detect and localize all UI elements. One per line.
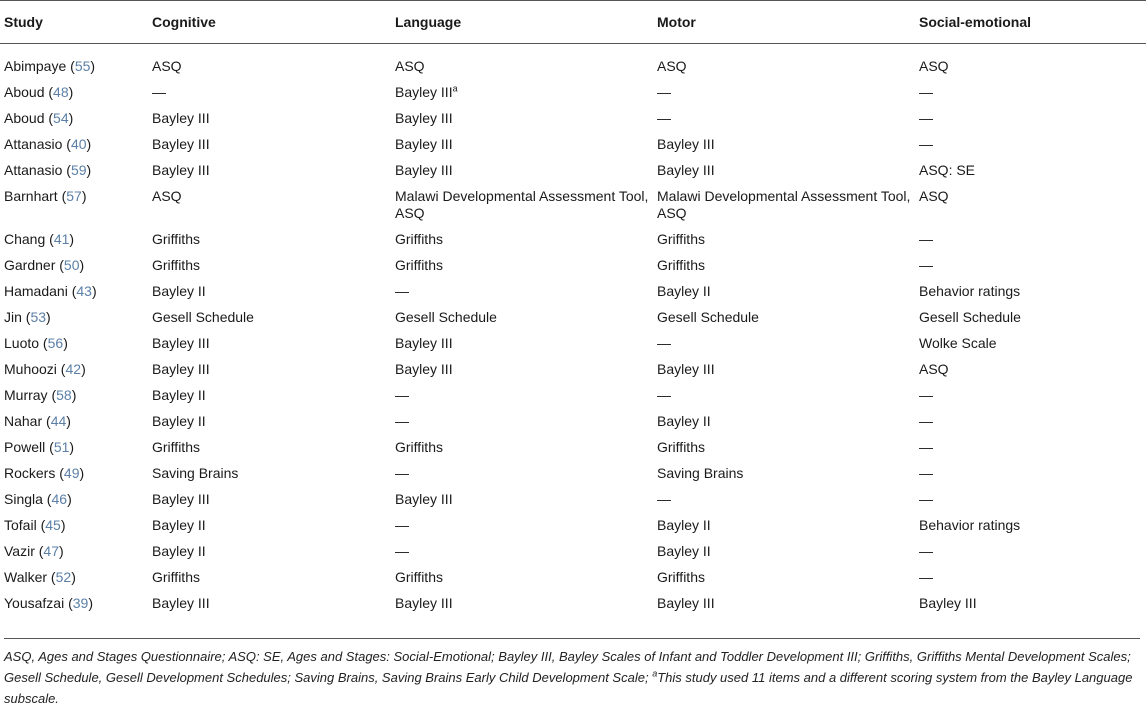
cell-text: Griffiths [657, 257, 705, 273]
cell-text: ASQ [152, 188, 182, 204]
study-name: Tofail [4, 517, 37, 533]
header-row [0, 1, 1146, 44]
motor-cell [652, 487, 914, 513]
cell-text: Bayley III [395, 162, 453, 178]
cognitive-cell [147, 409, 390, 435]
cell-text: Bayley III [152, 136, 210, 152]
study-cell: Luoto (56) [4, 335, 68, 351]
reference-link[interactable]: 55 [74, 58, 91, 74]
cell-text: Bayley II [152, 387, 206, 403]
cell-text: — [152, 84, 166, 100]
footnote-text: ASQ, Ages and Stages Questionnaire; ASQ: SE, Ages and Stages: Social-Emotional; Bayley III, Bayley Scales of Infant and Toddler Development III; Griffiths, Griffiths Mental Development Scales; Gesell Schedule, Gesell Development Schedules; Saving Brains, Saving Brains Early Child Development Scale; [4, 649, 1131, 685]
cell-text: ASQ [919, 58, 949, 74]
social-emotional-cell [914, 279, 1146, 305]
cell-text: ASQ [657, 58, 687, 74]
study-cell: Aboud (48) [4, 84, 74, 100]
study-cell: Barnhart (57) [4, 188, 87, 204]
cell-text: Bayley III [152, 110, 210, 126]
table-row [0, 227, 1146, 253]
table-row [0, 383, 1146, 409]
table-row [0, 331, 1146, 357]
language-cell [390, 80, 652, 106]
cell-text: Griffiths [395, 569, 443, 585]
study-cell: Yousafzai (39) [4, 595, 94, 611]
cell-text: — [657, 491, 671, 507]
motor-cell [652, 591, 914, 624]
cell-text: Griffiths [657, 231, 705, 247]
motor-cell [652, 158, 914, 184]
cell-text: — [657, 335, 671, 351]
study-cell: Vazir (47) [4, 543, 64, 559]
cell-text: ASQ [152, 58, 182, 74]
cell-text: Griffiths [152, 439, 200, 455]
language-cell [390, 435, 652, 461]
language-cell [390, 487, 652, 513]
cell-text: Bayley III [152, 361, 210, 377]
table-row [0, 44, 1146, 81]
social-emotional-cell [914, 80, 1146, 106]
cell-text: Bayley III [657, 361, 715, 377]
reference-link[interactable]: 42 [65, 361, 82, 377]
reference-link[interactable]: 44 [50, 413, 67, 429]
cell-text: — [395, 283, 409, 299]
table-row [0, 106, 1146, 132]
study-name: Attanasio [4, 136, 63, 152]
language-cell [390, 253, 652, 279]
cell-text: — [919, 136, 933, 152]
cognitive-cell [147, 227, 390, 253]
motor-cell [652, 409, 914, 435]
cell-text: — [657, 387, 671, 403]
cognitive-cell [147, 539, 390, 565]
cell-text: — [919, 110, 933, 126]
reference-link[interactable]: 41 [53, 231, 70, 247]
table-body [0, 44, 1146, 625]
motor-cell [652, 44, 914, 81]
study-cell: Nahar (44) [4, 413, 71, 429]
header-social-emotional: Social-emotional [914, 1, 1146, 44]
motor-cell [652, 227, 914, 253]
study-cell: Jin (53) [4, 309, 51, 325]
cell-text: — [395, 387, 409, 403]
cell-text: Wolke Scale [919, 335, 997, 351]
study-cell: Powell (51) [4, 439, 75, 455]
cell-text: Griffiths [657, 569, 705, 585]
cognitive-cell [147, 383, 390, 409]
cognitive-cell [147, 253, 390, 279]
language-cell [390, 565, 652, 591]
motor-cell [652, 279, 914, 305]
study-cell: Singla (46) [4, 491, 72, 507]
language-cell [390, 184, 652, 227]
cognitive-cell [147, 158, 390, 184]
social-emotional-cell [914, 44, 1146, 81]
table-row [0, 591, 1146, 624]
cognitive-cell [147, 132, 390, 158]
cell-text: Griffiths [152, 257, 200, 273]
language-cell [390, 158, 652, 184]
cell-text: — [919, 257, 933, 273]
social-emotional-cell [914, 184, 1146, 227]
cell-text: Bayley III [919, 595, 977, 611]
social-emotional-cell [914, 305, 1146, 331]
table-row [0, 461, 1146, 487]
language-cell [390, 305, 652, 331]
cell-text: Bayley II [657, 283, 711, 299]
cognitive-cell [147, 487, 390, 513]
table-row [0, 253, 1146, 279]
language-cell [390, 539, 652, 565]
reference-link[interactable]: 52 [55, 569, 72, 585]
social-emotional-cell [914, 487, 1146, 513]
language-cell [390, 591, 652, 624]
cell-text: Gesell Schedule [919, 309, 1021, 325]
cell-text: — [657, 110, 671, 126]
study-name: Yousafzai [4, 595, 65, 611]
study-name: Nahar [4, 413, 43, 429]
cognitive-cell [147, 435, 390, 461]
reference-link[interactable]: 48 [53, 84, 69, 100]
footnote-marker: a [452, 83, 458, 94]
table-row [0, 565, 1146, 591]
cell-text: Bayley III [152, 491, 210, 507]
cell-text: Griffiths [657, 439, 705, 455]
cell-text: — [919, 569, 933, 585]
reference-link[interactable]: 54 [53, 110, 69, 126]
cell-text: Griffiths [152, 231, 200, 247]
header-study: Study [0, 1, 147, 44]
reference-link[interactable]: 51 [53, 439, 70, 455]
reference-link[interactable]: 58 [56, 387, 72, 403]
motor-cell [652, 383, 914, 409]
language-cell [390, 227, 652, 253]
study-cell: Attanasio (40) [4, 136, 92, 152]
table-row [0, 184, 1146, 227]
study-name: Murray [4, 387, 48, 403]
cell-text: ASQ [919, 188, 949, 204]
motor-cell [652, 513, 914, 539]
reference-link[interactable]: 45 [45, 517, 61, 533]
cell-text: Bayley II [152, 283, 206, 299]
cell-text: — [919, 413, 933, 429]
social-emotional-cell [914, 591, 1146, 624]
study-cell: Muhoozi (42) [4, 361, 86, 377]
cognitive-cell [147, 591, 390, 624]
cognitive-cell [147, 80, 390, 106]
social-emotional-cell [914, 513, 1146, 539]
study-cell: Murray (58) [4, 387, 77, 403]
cell-text: — [919, 543, 933, 559]
cell-text: Bayley III [395, 84, 453, 100]
social-emotional-cell [914, 158, 1146, 184]
study-name: Singla [4, 491, 43, 507]
study-name: Rockers [4, 465, 56, 481]
cell-text: Bayley III [657, 162, 715, 178]
study-cell: Gardner (50) [4, 257, 85, 273]
cell-text: Bayley III [152, 595, 210, 611]
motor-cell [652, 106, 914, 132]
cognitive-cell [147, 461, 390, 487]
table-row [0, 279, 1146, 305]
motor-cell [652, 331, 914, 357]
language-cell [390, 279, 652, 305]
table-row [0, 435, 1146, 461]
motor-cell [652, 80, 914, 106]
study-name: Vazir [4, 543, 35, 559]
cell-text: — [395, 465, 409, 481]
social-emotional-cell [914, 539, 1146, 565]
cognitive-cell [147, 357, 390, 383]
reference-link[interactable]: 40 [70, 136, 87, 152]
cell-text: — [919, 439, 933, 455]
study-name: Powell [4, 439, 46, 455]
study-cell: Tofail (45) [4, 517, 66, 533]
study-name: Gardner [4, 257, 56, 273]
header-cognitive: Cognitive [147, 1, 390, 44]
study-name: Chang [4, 231, 46, 247]
cell-text: Griffiths [395, 439, 443, 455]
social-emotional-cell [914, 331, 1146, 357]
footnote-note: This study used 11 items and a different scoring system from the Bayley Language subscale. [4, 670, 1133, 706]
language-cell [390, 132, 652, 158]
cell-text: — [919, 465, 933, 481]
cell-text: Bayley III [395, 110, 453, 126]
cell-text: — [919, 387, 933, 403]
social-emotional-cell [914, 357, 1146, 383]
reference-link[interactable]: 39 [72, 595, 89, 611]
cell-text: — [919, 491, 933, 507]
study-name: Barnhart [4, 188, 58, 204]
social-emotional-cell [914, 227, 1146, 253]
table-row [0, 487, 1146, 513]
header-language: Language [390, 1, 652, 44]
study-cell: Abimpaye (55) [4, 58, 96, 74]
cell-text: Behavior ratings [919, 283, 1021, 299]
study-name: Abimpaye [4, 58, 67, 74]
cell-text: Bayley II [657, 517, 711, 533]
motor-cell [652, 184, 914, 227]
reference-link[interactable]: 47 [43, 543, 59, 559]
table-row [0, 305, 1146, 331]
cognitive-cell [147, 305, 390, 331]
cognitive-cell [147, 565, 390, 591]
table-row [0, 80, 1146, 106]
motor-cell [652, 461, 914, 487]
cell-text: Griffiths [395, 257, 443, 273]
motor-cell [652, 539, 914, 565]
language-cell [390, 357, 652, 383]
motor-cell [652, 565, 914, 591]
cell-text: — [919, 231, 933, 247]
language-cell [390, 513, 652, 539]
cell-text: Bayley III [152, 162, 210, 178]
study-cell: Aboud (54) [4, 110, 74, 126]
table-row [0, 539, 1146, 565]
social-emotional-cell [914, 435, 1146, 461]
reference-link[interactable]: 59 [70, 162, 87, 178]
cell-text: Bayley III [395, 491, 453, 507]
motor-cell [652, 305, 914, 331]
cell-text: — [657, 84, 671, 100]
cell-text: Gesell Schedule [395, 309, 497, 325]
table-row [0, 132, 1146, 158]
table-row [0, 158, 1146, 184]
study-name: Luoto [4, 335, 40, 351]
reference-link[interactable]: 49 [63, 465, 80, 481]
table-row [0, 409, 1146, 435]
study-name: Hamadani [4, 283, 68, 299]
table-footnote [4, 638, 1140, 709]
cognitive-cell [147, 184, 390, 227]
cell-text: Bayley II [657, 543, 711, 559]
cell-text: Bayley III [395, 595, 453, 611]
cell-text: Bayley II [657, 413, 711, 429]
cognitive-cell [147, 44, 390, 81]
cell-text: Gesell Schedule [657, 309, 759, 325]
language-cell [390, 383, 652, 409]
motor-cell [652, 357, 914, 383]
cognitive-cell [147, 331, 390, 357]
table-row [0, 513, 1146, 539]
cognitive-cell [147, 279, 390, 305]
cell-text: Bayley III [395, 335, 453, 351]
study-name: Aboud [4, 110, 45, 126]
study-cell: Attanasio (59) [4, 162, 92, 178]
cell-text: Malawi Developmental Assessment Tool, ASQ [395, 188, 649, 221]
social-emotional-cell [914, 383, 1146, 409]
cell-text: ASQ [919, 361, 949, 377]
study-name: Walker [4, 569, 48, 585]
cell-text: Griffiths [152, 569, 200, 585]
motor-cell [652, 132, 914, 158]
reference-link[interactable]: 57 [66, 188, 82, 204]
study-name: Jin [4, 309, 22, 325]
cell-text: Bayley III [657, 136, 715, 152]
cell-text: — [919, 84, 933, 100]
social-emotional-cell [914, 461, 1146, 487]
cell-text: Malawi Developmental Assessment Tool, ASQ [657, 188, 911, 221]
cell-text: Bayley II [152, 517, 206, 533]
language-cell [390, 409, 652, 435]
cell-text: Griffiths [395, 231, 443, 247]
footnote-superscript: a [652, 668, 658, 679]
cell-text: Bayley III [152, 335, 210, 351]
language-cell [390, 44, 652, 81]
cell-text: — [395, 517, 409, 533]
cell-text: Bayley III [657, 595, 715, 611]
cell-text: Saving Brains [152, 465, 239, 481]
study-cell: Walker (52) [4, 569, 76, 585]
cognitive-cell [147, 106, 390, 132]
cell-text: Bayley III [395, 361, 453, 377]
header-motor: Motor [652, 1, 914, 44]
motor-cell [652, 253, 914, 279]
cell-text: — [395, 413, 409, 429]
language-cell [390, 106, 652, 132]
reference-link[interactable]: 50 [63, 257, 80, 273]
social-emotional-cell [914, 253, 1146, 279]
cell-text: ASQ: SE [919, 162, 976, 178]
study-cell: Chang (41) [4, 231, 75, 247]
reference-link[interactable]: 53 [30, 309, 47, 325]
study-name: Aboud [4, 84, 45, 100]
language-cell [390, 461, 652, 487]
cell-text: Saving Brains [657, 465, 744, 481]
motor-cell [652, 435, 914, 461]
reference-link[interactable]: 46 [51, 491, 68, 507]
cell-text: ASQ [395, 58, 425, 74]
study-name: Attanasio [4, 162, 63, 178]
cell-text: Bayley III [395, 136, 453, 152]
reference-link[interactable]: 43 [76, 283, 92, 299]
social-emotional-cell [914, 132, 1146, 158]
language-cell [390, 331, 652, 357]
cell-text: Bayley II [152, 413, 206, 429]
cell-text: Gesell Schedule [152, 309, 254, 325]
social-emotional-cell [914, 565, 1146, 591]
cognitive-cell [147, 513, 390, 539]
cell-text: Behavior ratings [919, 517, 1021, 533]
table-row [0, 357, 1146, 383]
reference-link[interactable]: 56 [47, 335, 64, 351]
social-emotional-cell [914, 409, 1146, 435]
cell-text: Bayley II [152, 543, 206, 559]
study-name: Muhoozi [4, 361, 57, 377]
study-cell: Hamadani (43) [4, 283, 97, 299]
study-cell: Rockers (49) [4, 465, 85, 481]
cell-text: — [395, 543, 409, 559]
social-emotional-cell [914, 106, 1146, 132]
